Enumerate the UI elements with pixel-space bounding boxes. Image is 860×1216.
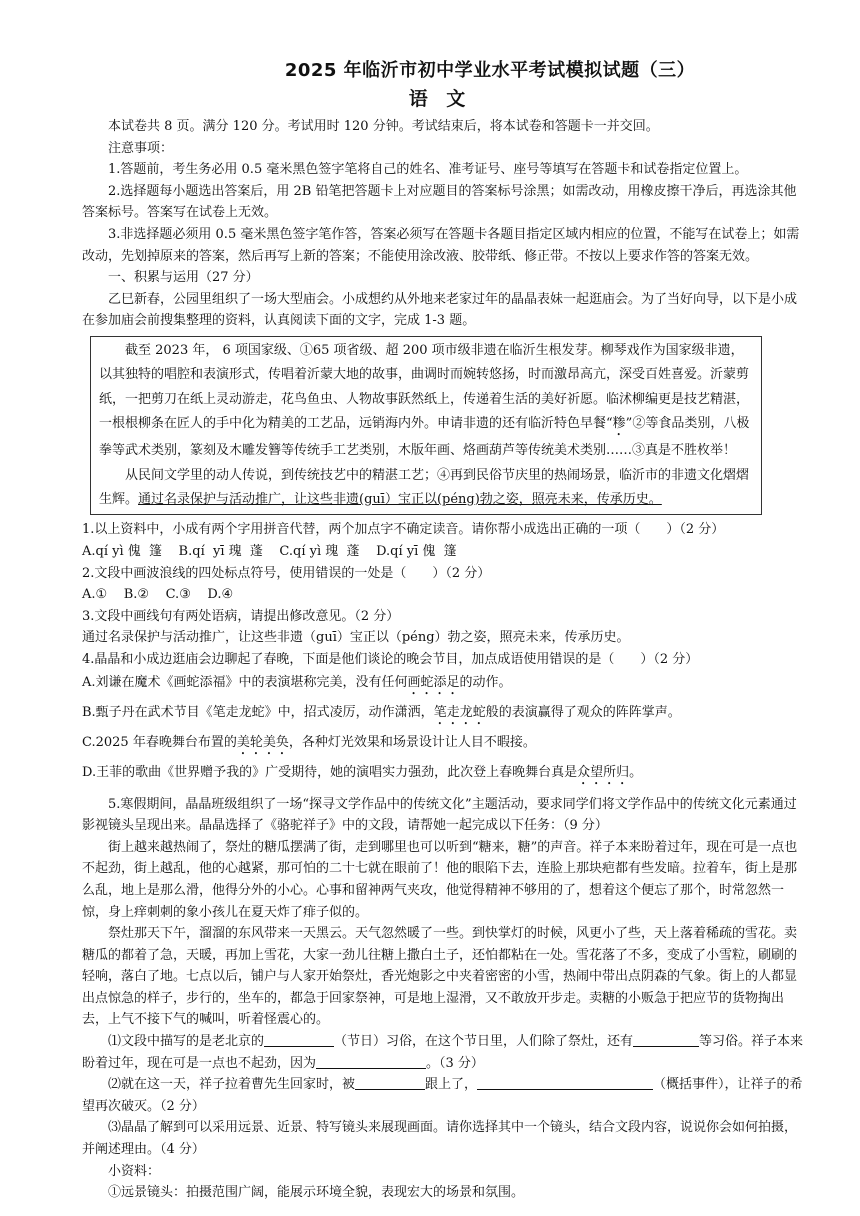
question-4-option-d [82,758,806,788]
question-4-option-a [82,671,806,698]
passage-paragraph-2: 祭灶那天下午，溜溜的东风带来一天黑云。天气忽然暖了一些。到快掌灯的时候，风更小了些，天上落着稀疏的雪花。卖糖瓜的都着了急，天暖，再加上雪花，大家一劲儿往糖上撒白土子，还怕都粘在一处。雪花落了不多，变成了小雪粒，刷刷的轻响，落白了地。七点以后，铺户与人家开始祭灶，香光炮影之中夹着密密的小雪，热闹中带出点阴森的气象。街上的人都显出点惊急的样子，步行的，坐车的，都急于回家祭神，可是地上湿滑，又不敢放开步走。卖糖的小贩急于把应节的货物掏出去，上气不接下气的喊叫，听着怪震心的。 [82,926,798,1028]
option-c-idiom: 美轮美奂 [236,734,289,750]
option-a-idiom: 画蛇添足 [407,674,460,690]
sub1-text-d: 。（3 分） [426,1055,484,1071]
page-title: 2025 年临沂市初中学业水平考试模拟试题（三） [284,60,696,81]
sub2-text-a: ⑵就在这一天，祥子拉着曹先生回家时，被 [108,1077,356,1093]
passage-paragraph-1: 街上越来越热闹了，祭灶的糖瓜摆满了街，走到哪里也可以听到“糖来，糖”的声音。祥子本来盼着过年，现在可是一点也不起劲，街上越乱，他的心越紧，那可怕的二十七就在眼前了！他的眼陷下去，连脸上那块疤都有些发暗。拉着车，街上是那么乱，地上是那么滑，他得分外的小心。心事和留神两气夹攻，他觉得精神不够用的了，想着这个便忘了那个，时常忽然一惊，身上痒刺刺的象小孩儿在夏天炸了痱子似的。 [82,839,798,920]
exam-intro: 本试卷共 8 页。满分 120 分。考试用时 120 分钟。考试结束后，将本试卷和答题卡一并交回。 [108,119,659,134]
question-1-options: A.qí yì 傀 篷 B.qí yī 瑰 蓬 C.qí yì 瑰 蓬 D.qí yī 傀 篷 [82,543,457,559]
question-1: 1.以上资料中，小成有两个字用拼音代替，两个加点字不确定读音。请你帮小成选出正确的一项（ ）（2 分） [82,522,725,538]
question-4-option-b [82,698,806,728]
answer-blank-event[interactable] [477,1075,653,1090]
question-4: 4.晶晶和小成边逛庙会边聊起了春晚，下面是他们谈论的晚会节目，加点成语使用错误的是（ ）（2 分） [82,651,699,667]
section-heading: 一、积累与运用（27 分） [108,270,259,286]
question-3: 3.文段中画线句有两处语病，请提出修改意见。（2 分） [82,608,400,624]
material-paragraph-2 [99,464,753,513]
option-c-text: C.2025 年春晚舞台布置的 [82,734,237,750]
question-4-option-c [82,728,806,758]
info-title: 小资料： [108,1163,161,1179]
question-2-options: A.① B.② C.③ D.④ [82,587,234,603]
sub1-text-a: ⑴文段中描写的是老北京的 [108,1034,265,1050]
sub1-text-c: 等习俗。祥子本来盼着过年，现在可是一点也不起劲，因为 [82,1034,804,1071]
sub1-text-b: （节日）习俗，在这个节日里，人们除了祭灶，还有 [334,1034,634,1050]
emphasized-char: 糁 [612,416,626,432]
section-lead: 乙巳新春，公园里组织了一场大型庙会。小成想约从外地来老家过年的晶晶表妹一起逛庙会。为了当好向导，以下是小成在参加庙会前搜集整理的资料，认真阅读下面的文字，完成 1-3 题。 [82,291,798,329]
notice-3: 3.非选择题必须用 0.5 毫米黑色签字笔作答，答案必须写在答题卡各题目指定区域内相应的位置，不能写在试卷上；如需改动，先划掉原来的答案，然后再写上新的答案；不能使用涂改液、胶带纸、修正带。不按以上要求作答的答案无效。 [82,226,800,264]
option-d-text: D.王菲的歌曲《世界赠予我的》广受期待，她的演唱实力强劲，此次登上春晚舞台真是 [82,764,578,780]
option-d-idiom: 众望所归 [577,764,630,780]
option-a-text: A.刘谦在魔术《画蛇添福》中的表演堪称完美，没有任何 [82,674,408,690]
exam-content [82,116,806,1204]
notice-1: 1.答题前，考生务必用 0.5 毫米黑色签字笔将自己的姓名、准考证号、座号等填写在答题卡和试卷指定位置上。 [108,162,748,178]
question-2: 2.文段中画波浪线的四处标点符号，使用错误的一处是（ ）（2 分） [82,565,491,581]
option-a-tail: 的动作。 [459,674,512,690]
notice-2: 2.选择题每小题选出答案后，用 2B 铅笔把答题卡上对应题目的答案标号涂黑；如需改动，用橡皮擦干净后，再选涂其他答案标号。答案写在试卷上无效。 [82,183,797,221]
material-paragraph-1 [99,339,753,464]
question-3-sentence: 通过名录保护与活动推广，让这些非遗（guī）宝正以（péng）勃之姿，照亮未来，传承历史。 [82,630,630,646]
sub-question-3: ⑶晶晶了解到可以采用远景、近景、特写镜头来展现画面。请你选择其中一个镜头，结合文段内容，说说你会如何拍摄，并阐述理由。（4 分） [82,1120,798,1158]
info-item-1: ①远景镜头：拍摄范围广阔，能展示环境全貌，表现宏大的场景和氛围。 [108,1185,525,1201]
underlined-sentence: 通过名录保护与活动推广，让这些非遗(guī）宝正以(péng)勃之姿，照亮未来，传承历史。 [138,491,662,507]
material-text-2a: 从民间文学里的动人传说，到传统技艺中的精湛工艺；④再到民俗节庆里的热闹场景，临沂市的非遗文化熠熠生辉。 [99,467,750,507]
sub2-text-c: （概括事件），让祥子的希望再次破灭。（2 分） [82,1077,803,1114]
answer-blank-person[interactable] [355,1075,425,1090]
subject-title: 语 文 [408,88,472,110]
option-b-text: B.甄子丹在武术节目《笔走龙蛇》中，招式凌厉，动作潇洒， [82,704,434,720]
question-5: 5.寒假期间，晶晶班级组织了一场“探寻文学作品中的传统文化”主题活动，要求同学们将文学作品中的传统文化元素通过影视镜头呈现出来。晶晶选择了《骆驼祥子》中的文段，请帮她一起完成以下任务：（9 分） [82,796,797,834]
sub-question-1 [82,1031,806,1074]
reading-material-box [90,336,762,515]
answer-blank-customs[interactable] [633,1032,699,1047]
material-text-1b: ”②等食品类别，八极拳等武术类别，篆刻及木雕发簪等传统手工艺类别，木版年画、烙画葫芦等传统美术类别……③真是不胜枚举！ [99,416,750,459]
notice-title: 注意事项： [108,140,174,156]
answer-blank-reason[interactable] [316,1054,426,1069]
option-c-tail: ，各种灯光效果和场景设计让人目不暇接。 [288,734,536,750]
answer-blank-festival[interactable] [264,1032,334,1047]
sub2-text-b: 跟上了， [425,1077,478,1093]
sub-question-2 [82,1074,806,1117]
option-b-idiom: 笔走龙蛇 [433,704,486,720]
material-text-1a: 截至 2023 年， 6 项国家级、①65 项省级、超 200 项市级非遗在临沂生根发芽。柳琴戏作为国家级非遗，以其独特的唱腔和表演形式，传唱着沂蒙大地的故事，曲调时而婉转悠扬，时而激昂高亢，深受百姓喜爱。沂蒙剪纸，一把剪刀在纸上灵动游走，花鸟鱼虫、人物故事跃然纸上，传递着生活的美好祈愿。临沭柳编更是技艺精湛，一根根柳条在匠人的手中化为精美的工艺品，远销海内外。申请非遗的还有临沂特色早餐“ [99,342,750,432]
option-b-tail: 般的表演赢得了观众的阵阵掌声。 [485,704,681,720]
option-d-tail: 。 [629,764,643,780]
